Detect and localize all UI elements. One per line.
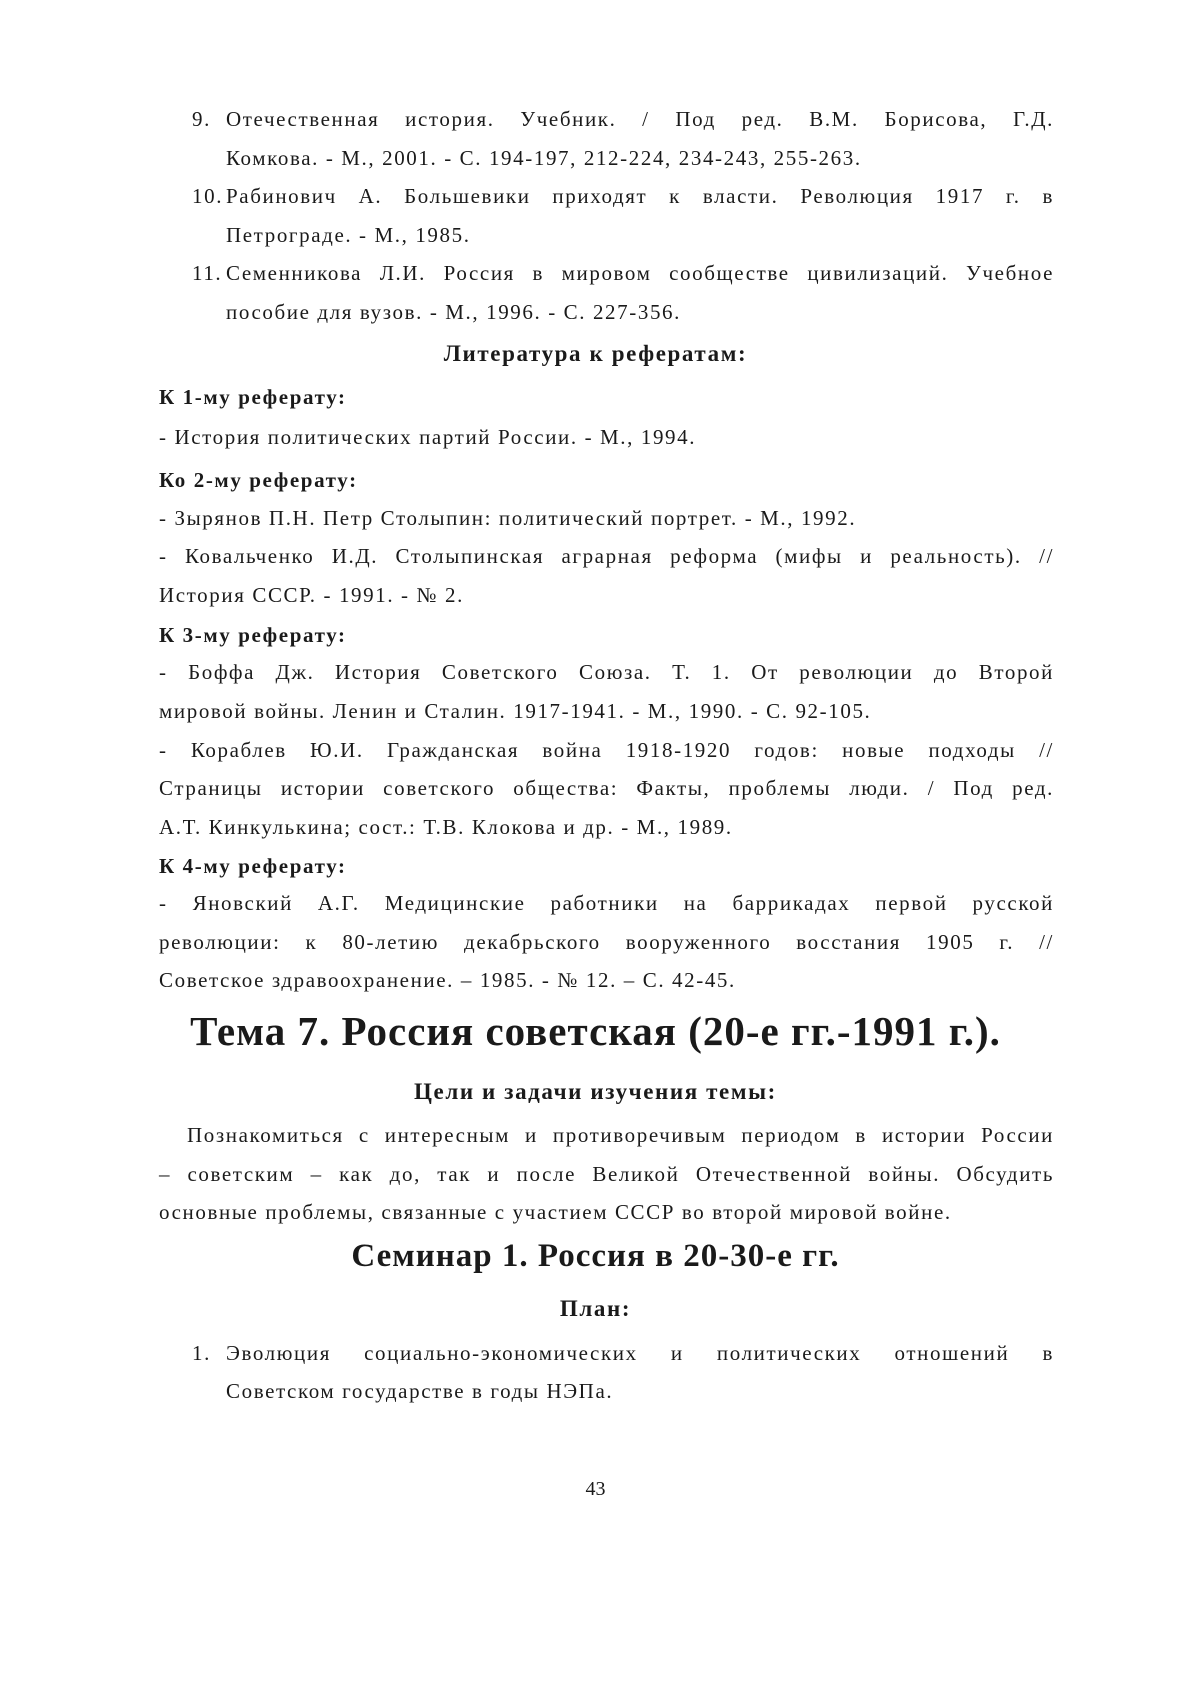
essay-entry-line: революции: к 80-летию декабрьского вооруженного восстания 1905 г. // (159, 930, 1054, 954)
essay-heading: К 4-му реферату: (159, 854, 347, 878)
essay-entry-line: - Яновский А.Г. Медицинские работники на баррикадах первой русской (159, 891, 1054, 915)
essay-entry-line: - Боффа Дж. История Советского Союза. Т. 1. От революции до Второй (159, 660, 1054, 684)
essay-entry-line: История СССР. - 1991. - № 2. (159, 583, 464, 607)
essays-heading: Литература к рефератам: (443, 341, 748, 366)
plan-item-line: Эволюция социально-экономических и политических отношений в (226, 1341, 1054, 1365)
list-item-line: Рабинович А. Большевики приходят к власти. Революция 1917 г. в (226, 184, 1054, 208)
essay-heading: К 1-му реферату: (159, 385, 347, 409)
list-item-number: 11. (192, 261, 223, 285)
essay-entry-line: - Ковальченко И.Д. Столыпинская аграрная реформа (мифы и реальность). // (159, 544, 1054, 568)
topic-title: Тема 7. Россия советская (20-е гг.-1991 г.). (190, 1008, 1001, 1054)
essay-entry-line: - История политических партий России. - М., 1994. (159, 425, 697, 449)
list-item-line: Петрограде. - М., 1985. (226, 223, 471, 247)
essay-entry-line: Страницы истории советского общества: Факты, проблемы люди. / Под ред. (159, 776, 1054, 800)
essay-entry-line: Советское здравоохранение. – 1985. - № 12. – С. 42-45. (159, 968, 736, 992)
list-item-line: Семенникова Л.И. Россия в мировом сообществе цивилизаций. Учебное (226, 261, 1054, 285)
seminar-title: Семинар 1. Россия в 20-30-е гг. (351, 1238, 840, 1274)
list-item-number: 9. (192, 107, 211, 131)
essay-entry-line: - Кораблев Ю.И. Гражданская война 1918-1920 годов: новые подходы // (159, 738, 1054, 762)
essay-entry-line: - Зырянов П.Н. Петр Столыпин: политический портрет. - М., 1992. (159, 506, 857, 530)
list-item-number: 10. (192, 184, 224, 208)
list-item-line: Комкова. - М., 2001. - С. 194-197, 212-224, 234-243, 255-263. (226, 146, 862, 170)
list-item-line: пособие для вузов. - М., 1996. - С. 227-356. (226, 300, 681, 324)
goals-line: – советским – как до, так и после Великой Отечественной войны. Обсудить (159, 1162, 1054, 1186)
goals-line: Познакомиться с интересным и противоречивым периодом в истории России (187, 1123, 1054, 1147)
essay-heading: Ко 2-му реферату: (159, 468, 358, 492)
list-item-line: Отечественная история. Учебник. / Под ред. В.М. Борисова, Г.Д. (226, 107, 1054, 131)
essay-entry-line: А.Т. Кинкулькина; сост.: Т.В. Клокова и др. - М., 1989. (159, 815, 733, 839)
plan-item-line: Советском государстве в годы НЭПа. (226, 1379, 614, 1403)
essay-entry-line: мировой войны. Ленин и Сталин. 1917-1941. - М., 1990. - С. 92-105. (159, 699, 872, 723)
essay-heading: К 3-му реферату: (159, 623, 347, 647)
plan-heading: План: (559, 1296, 632, 1321)
page-number: 43 (585, 1478, 606, 1500)
goals-line: основные проблемы, связанные с участием СССР во второй мировой войне. (159, 1200, 952, 1224)
plan-item-number: 1. (192, 1341, 211, 1365)
goals-heading: Цели и задачи изучения темы: (414, 1079, 777, 1104)
